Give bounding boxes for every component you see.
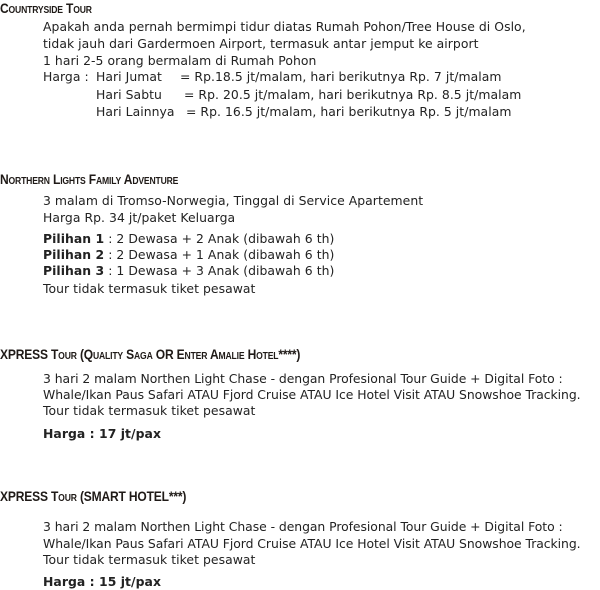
family-option-2 [43, 247, 334, 263]
price-prefix: Harga : [43, 69, 89, 84]
price-text: = Rp. 20.5 jt/malam, hari berikutnya Rp. 8.5 jt/malam [184, 87, 522, 102]
countryside-tour-heading: Countryside Tour [0, 0, 92, 16]
family-option-1 [43, 231, 334, 247]
northern-lights-family-heading: Northern Lights Family Adventure [0, 171, 179, 187]
option-label: Pilihan 1 [43, 231, 105, 246]
xpress-smart-line-3: Tour tidak termasuk tiket pesawat [43, 552, 256, 567]
family-desc-line-2: Harga Rp. 34 jt/paket Keluarga [43, 210, 236, 225]
xpress-smart-line-1: 3 hari 2 malam Northen Light Chase - dengan Profesional Tour Guide + Digital Foto : [43, 519, 563, 534]
countryside-desc-line-2: tidak jauh dari Gardermoen Airport, termasuk antar jemput ke airport [43, 36, 479, 51]
family-desc-line-1: 3 malam di Tromso-Norwegia, Tinggal di Service Apartement [43, 193, 424, 208]
countryside-desc-line-1: Apakah anda pernah bermimpi tidur diatas Rumah Pohon/Tree House di Oslo, [43, 19, 526, 34]
price-day: Hari Jumat [96, 69, 162, 84]
price-day: Hari Sabtu [96, 87, 162, 102]
xpress-quality-saga-heading: XPRESS Tour (Quality Saga OR Enter Amalie Hotel****) [0, 346, 301, 362]
xpress-saga-line-2: Whale/Ikan Paus Safari ATAU Fjord Cruise ATAU Ice Hotel Visit ATAU Snowshoe Tracking. [43, 387, 581, 402]
xpress-saga-line-1: 3 hari 2 malam Northen Light Chase - dengan Profesional Tour Guide + Digital Foto : [43, 371, 563, 386]
family-option-3 [43, 263, 334, 279]
option-label: Pilihan 3 [43, 263, 105, 278]
option-text: : 2 Dewasa + 1 Anak (dibawah 6 th) [104, 247, 335, 262]
xpress-saga-price: Harga : 17 jt/pax [43, 426, 161, 441]
countryside-desc-line-3: 1 hari 2-5 orang bermalam di Rumah Pohon [43, 53, 317, 68]
option-text: : 2 Dewasa + 2 Anak (dibawah 6 th) [104, 231, 335, 246]
option-label: Pilihan 2 [43, 247, 105, 262]
xpress-smart-hotel-heading: XPRESS Tour (SMART HOTEL***) [0, 488, 187, 504]
countryside-price-jumat [43, 69, 501, 85]
xpress-saga-line-3: Tour tidak termasuk tiket pesawat [43, 403, 256, 418]
countryside-price-sabtu [96, 87, 521, 103]
xpress-smart-line-2: Whale/Ikan Paus Safari ATAU Fjord Cruise ATAU Ice Hotel Visit ATAU Snowshoe Tracking. [43, 536, 581, 551]
family-note: Tour tidak termasuk tiket pesawat [43, 281, 256, 296]
price-text: = Rp.18.5 jt/malam, hari berikutnya Rp. 7 jt/malam [180, 69, 502, 84]
xpress-smart-price: Harga : 15 jt/pax [43, 574, 161, 589]
option-text: : 1 Dewasa + 3 Anak (dibawah 6 th) [104, 263, 335, 278]
price-text: = Rp. 16.5 jt/malam, hari berikutnya Rp. 5 jt/malam [186, 104, 512, 119]
price-day: Hari Lainnya [96, 104, 175, 119]
countryside-price-lainnya [96, 104, 511, 120]
